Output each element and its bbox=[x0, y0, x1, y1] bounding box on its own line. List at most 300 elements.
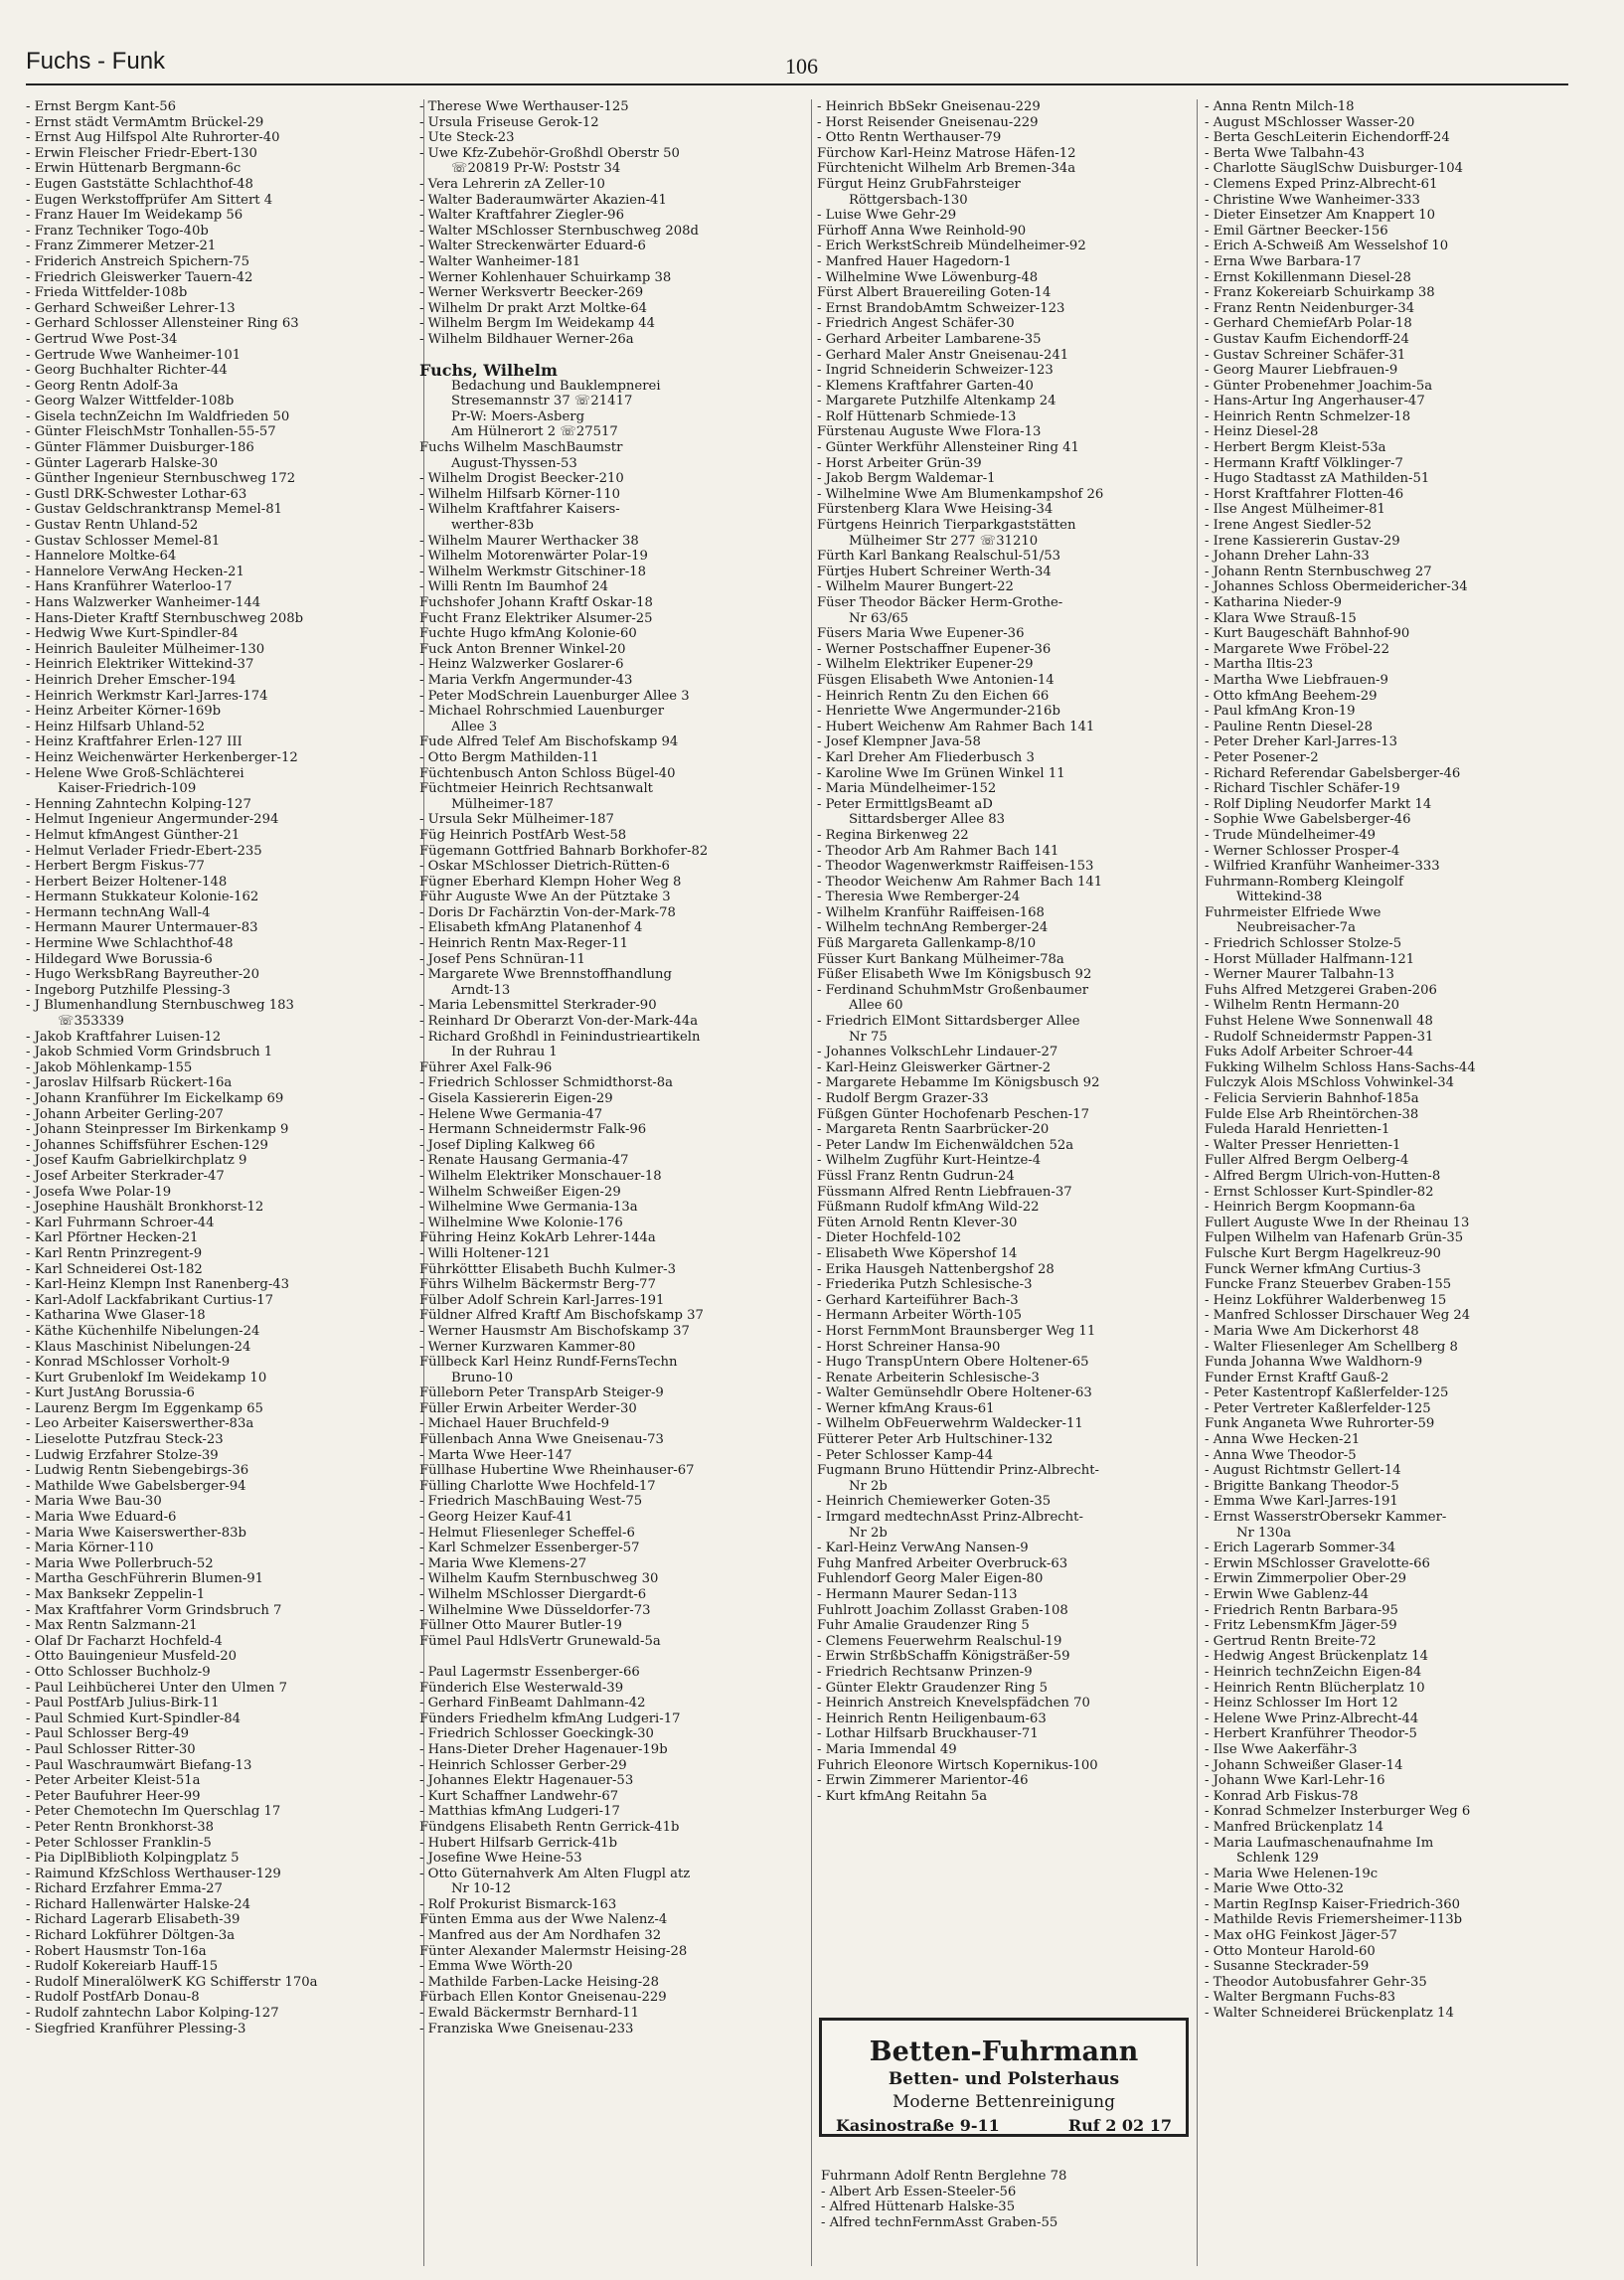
directory-entry: - Peter Vertreter Kaßlerfelder-125 bbox=[1205, 1400, 1431, 1416]
directory-entry: - Friederika Putzh Schlesische-3 bbox=[817, 1277, 1033, 1293]
directory-entry: - Peter Arbeiter Kleist-51a bbox=[26, 1773, 201, 1789]
directory-entry: Führing Heinz KokArb Lehrer-144a bbox=[419, 1230, 656, 1246]
directory-entry: - Franz Techniker Togo-40b bbox=[26, 223, 209, 239]
directory-entry: - Wilhelm technAng Remberger-24 bbox=[817, 920, 1049, 936]
directory-entry: Sittardsberger Allee 83 bbox=[849, 812, 1006, 828]
directory-entry: - Elisabeth kfmAng Platanenhof 4 bbox=[419, 920, 643, 936]
directory-entry: - Wilhelm Bergm Im Weidekamp 44 bbox=[419, 316, 655, 332]
directory-entry: - Wilhelm Drogist Beecker-210 bbox=[419, 471, 624, 487]
directory-entry: Füß Margareta Gallenkamp-8/10 bbox=[817, 936, 1037, 952]
directory-entry: - Anna Rentn Milch-18 bbox=[1205, 99, 1355, 114]
directory-entry: - Horst FernmMont Braunsberger Weg 11 bbox=[817, 1323, 1096, 1339]
directory-entry: Füser Theodor Bäcker Herm-Grothe- bbox=[817, 595, 1063, 610]
directory-entry: - Horst Kraftfahrer Flotten-46 bbox=[1205, 486, 1404, 502]
directory-entry: Fülleborn Peter TranspArb Steiger-9 bbox=[419, 1385, 664, 1401]
directory-entry: - Renate Hausang Germania-47 bbox=[419, 1153, 629, 1169]
directory-entry: Allee 60 bbox=[849, 998, 903, 1014]
directory-entry: - Erwin Wwe Gablenz-44 bbox=[1205, 1587, 1370, 1602]
directory-entry: - Wilhelm Schweißer Eigen-29 bbox=[419, 1184, 621, 1200]
directory-entry: - Ferdinand SchuhmMstr Großenbaumer bbox=[817, 982, 1089, 998]
directory-entry: - Max Banksekr Zeppelin-1 bbox=[26, 1587, 206, 1602]
directory-entry: - Wilfried Kranführ Wanheimer-333 bbox=[1205, 859, 1440, 875]
directory-entry: - Hugo WerksbRang Bayreuther-20 bbox=[26, 967, 259, 983]
directory-entry: - Paul Schlosser Berg-49 bbox=[26, 1726, 190, 1742]
directory-entry: - Peter Landw Im Eichenwäldchen 52a bbox=[817, 1137, 1074, 1153]
directory-entry: Bruno-10 bbox=[451, 1370, 514, 1385]
directory-entry: - Käthe Küchenhilfe Nibelungen-24 bbox=[26, 1323, 260, 1339]
directory-entry: - Brigitte Bankang Theodor-5 bbox=[1205, 1478, 1399, 1494]
directory-entry: - Hugo Stadtasst zA Mathilden-51 bbox=[1205, 471, 1430, 487]
directory-entry: - Marta Wwe Heer-147 bbox=[419, 1447, 572, 1463]
directory-entry: Fürstenberg Klara Wwe Heising-34 bbox=[817, 502, 1054, 518]
directory-entry: - Anna Wwe Theodor-5 bbox=[1205, 1447, 1357, 1463]
directory-entry: - Hubert Weichenw Am Rahmer Bach 141 bbox=[817, 719, 1095, 734]
directory-entry: - Otto Rentn Werthauser-79 bbox=[817, 130, 1002, 146]
directory-entry: - Katharina Nieder-9 bbox=[1205, 595, 1343, 610]
directory-entry: - Peter ModSchrein Lauenburger Allee 3 bbox=[419, 688, 690, 704]
directory-entry: - Johannes VolkschLehr Lindauer-27 bbox=[817, 1045, 1058, 1060]
directory-entry: - Gustav Schreiner Schäfer-31 bbox=[1205, 347, 1406, 363]
directory-entry: - Helmut Ingenieur Angermunder-294 bbox=[26, 812, 279, 828]
directory-entry: - Ingeborg Putzhilfe Plessing-3 bbox=[26, 982, 231, 998]
directory-entry: - Martin RegInsp Kaiser-Friedrich-360 bbox=[1205, 1896, 1461, 1912]
directory-entry: - Hermann Kraftf Völklinger-7 bbox=[1205, 455, 1403, 471]
directory-entry: - Herbert Kranführer Theodor-5 bbox=[1205, 1726, 1417, 1742]
directory-entry: - Friedrich Schlosser Stolze-5 bbox=[1205, 936, 1402, 952]
directory-entry: - Richard Erzfahrer Emma-27 bbox=[26, 1881, 223, 1897]
directory-entry: Führköttter Elisabeth Buchh Kulmer-3 bbox=[419, 1261, 676, 1277]
directory-entry: - Anna Wwe Hecken-21 bbox=[1205, 1432, 1361, 1448]
directory-entry: - Felicia Servierin Bahnhof-185a bbox=[1205, 1091, 1419, 1106]
directory-entry: - Friedrich Schlosser Schmidthorst-8a bbox=[419, 1075, 673, 1091]
directory-entry: - Karl-Adolf Lackfabrikant Curtius-17 bbox=[26, 1292, 273, 1308]
directory-entry: Kaiser-Friedrich-109 bbox=[58, 781, 197, 797]
ad-tagline: Moderne Bettenreinigung bbox=[892, 2092, 1116, 2112]
directory-entry: - Gertrud Wwe Post-34 bbox=[26, 331, 178, 347]
directory-entry: - Maria Lebensmittel Sterkrader-90 bbox=[419, 998, 657, 1014]
directory-entry: - Regina Birkenweg 22 bbox=[817, 827, 969, 843]
directory-entry: Fünter Alexander Malermstr Heising-28 bbox=[419, 1943, 688, 1959]
directory-entry: - Hermann Schneidermstr Falk-96 bbox=[419, 1122, 647, 1138]
directory-entry: - Karl-Heinz Klempn Inst Ranenberg-43 bbox=[26, 1277, 290, 1293]
directory-entry: - Alfred technFernmAsst Graben-55 bbox=[821, 2214, 1058, 2230]
directory-entry: Fuchshofer Johann Kraftf Oskar-18 bbox=[419, 595, 653, 610]
ad-phone: Ruf 2 02 17 bbox=[1067, 2116, 1172, 2135]
directory-entry: - Klaus Maschinist Nibelungen-24 bbox=[26, 1339, 251, 1355]
directory-entry: - Josefine Wwe Heine-53 bbox=[419, 1851, 582, 1867]
directory-entry: Stresemannstr 37 ☏21417 bbox=[451, 394, 633, 409]
directory-entry: - Gerhard Karteiführer Bach-3 bbox=[817, 1292, 1019, 1308]
directory-entry: - Johann Kranführer Im Eickelkamp 69 bbox=[26, 1091, 284, 1106]
directory-entry: Fucht Franz Elektriker Alsumer-25 bbox=[419, 610, 653, 626]
directory-entry: - Josefa Wwe Polar-19 bbox=[26, 1184, 172, 1200]
ad-name: Betten-Fuhrmann bbox=[869, 2036, 1139, 2067]
directory-entry: - Walter Presser Henrietten-1 bbox=[1205, 1137, 1401, 1153]
directory-entry: - Georg Buchhalter Richter-44 bbox=[26, 363, 228, 379]
directory-entry: - Günter Flämmer Duisburger-186 bbox=[26, 440, 254, 456]
directory-entry: - Josef Klempner Java-58 bbox=[817, 734, 981, 750]
directory-entry: Fülling Charlotte Wwe Hochfeld-17 bbox=[419, 1478, 656, 1494]
directory-entry: - Maria Wwe Bau-30 bbox=[26, 1494, 162, 1510]
directory-entry: - Maria Körner-110 bbox=[26, 1541, 154, 1556]
directory-entry: Füllbeck Karl Heinz Rundf-FernsTechn bbox=[419, 1355, 678, 1371]
directory-entry: - Erich WerkstSchreib Mündelheimer-92 bbox=[817, 239, 1086, 254]
directory-entry: - Gerhard Schweißer Lehrer-13 bbox=[26, 300, 236, 316]
directory-entry: - Hermann Arbeiter Wörth-105 bbox=[817, 1308, 1023, 1324]
directory-entry: Fuhrmeister Elfriede Wwe bbox=[1205, 904, 1381, 920]
directory-entry: - Michael Rohrschmied Lauenburger bbox=[419, 704, 664, 720]
directory-entry: - Heinrich Dreher Emscher-194 bbox=[26, 672, 237, 688]
directory-entry: - Rudolf MineralölwerK KG Schifferstr 170a bbox=[26, 1974, 318, 1990]
directory-entry: - Walter Baderaumwärter Akazien-41 bbox=[419, 192, 667, 208]
directory-entry: Füchtmeier Heinrich Rechtsanwalt bbox=[419, 781, 653, 797]
directory-entry: - Gustl DRK-Schwester Lothar-63 bbox=[26, 486, 247, 502]
directory-entry: - Hermann technAng Wall-4 bbox=[26, 904, 211, 920]
directory-entry: Füten Arnold Rentn Klever-30 bbox=[817, 1215, 1018, 1230]
directory-entry: Fukking Wilhelm Schloss Hans-Sachs-44 bbox=[1205, 1059, 1476, 1075]
directory-entry: Fürstenau Auguste Wwe Flora-13 bbox=[817, 424, 1042, 440]
directory-entry: - Johann Rentn Sternbuschweg 27 bbox=[1205, 564, 1432, 579]
directory-entry: - Maria Wwe Helenen-19c bbox=[1205, 1866, 1379, 1881]
directory-entry: - Wilhelm Dr prakt Arzt Moltke-64 bbox=[419, 300, 648, 316]
directory-entry: - Paul Leihbücherei Unter den Ulmen 7 bbox=[26, 1680, 287, 1696]
directory-entry: Fuhrmann-Romberg Kleingolf bbox=[1205, 874, 1403, 890]
directory-entry: - August MSchlosser Wasser-20 bbox=[1205, 114, 1415, 130]
directory-entry: Fürbach Ellen Kontor Gneisenau-229 bbox=[419, 1990, 667, 2006]
directory-entry: - Karl-Heinz Gleiswerker Gärtner-2 bbox=[817, 1059, 1052, 1075]
directory-entry: - Hubert Hilfsarb Gerrick-41b bbox=[419, 1835, 618, 1851]
directory-entry: - Peter Chemotechn Im Querschlag 17 bbox=[26, 1804, 281, 1820]
directory-entry: - Franziska Wwe Gneisenau-233 bbox=[419, 2021, 634, 2036]
directory-entry: - Kurt kfmAng Reitahn 5a bbox=[817, 1788, 988, 1804]
directory-entry: Fuchs Wilhelm MaschBaumstr bbox=[419, 440, 623, 456]
directory-entry: - Günter Elektr Graudenzer Ring 5 bbox=[817, 1680, 1049, 1696]
directory-entry: - Johann Arbeiter Gerling-207 bbox=[26, 1106, 224, 1122]
directory-entry: - Rudolf Kokereiarb Hauff-15 bbox=[26, 1959, 219, 1975]
ad-address: Kasinostraße 9-11 bbox=[836, 2116, 1000, 2135]
directory-entry: - Helmut Fliesenleger Scheffel-6 bbox=[419, 1525, 635, 1541]
directory-entry: - Maria Laufmaschenaufnahme Im bbox=[1205, 1835, 1434, 1851]
directory-entry: - Heinz Schlosser Im Hort 12 bbox=[1205, 1696, 1398, 1711]
directory-entry: Nr 2b bbox=[849, 1525, 888, 1541]
directory-entry: Fuhr Amalie Graudenzer Ring 5 bbox=[817, 1618, 1030, 1634]
directory-entry: - Gisela technZeichn Im Waldfrieden 50 bbox=[26, 408, 290, 424]
directory-entry: - Theodor Autobusfahrer Gehr-35 bbox=[1205, 1974, 1427, 1990]
directory-entry: - Werner Kohlenhauer Schuirkamp 38 bbox=[419, 269, 672, 285]
directory-entry: Fugmann Bruno Hüttendir Prinz-Albrecht- bbox=[817, 1463, 1100, 1479]
directory-entry: Füllhase Hubertine Wwe Rheinhauser-67 bbox=[419, 1463, 695, 1479]
directory-entry: - Hans-Artur Ing Angerhauser-47 bbox=[1205, 394, 1425, 409]
directory-entry: Führs Wilhelm Bäckermstr Berg-77 bbox=[419, 1277, 656, 1293]
directory-entry: - Klara Wwe Strauß-15 bbox=[1205, 610, 1357, 626]
directory-entry: - Heinz Diesel-28 bbox=[1205, 424, 1319, 440]
directory-entry: - Gertrud Rentn Breite-72 bbox=[1205, 1633, 1377, 1649]
directory-entry: - Pauline Rentn Diesel-28 bbox=[1205, 719, 1374, 734]
directory-entry: Fude Alfred Telef Am Bischofskamp 94 bbox=[419, 734, 679, 750]
directory-entry: - Gertrude Wwe Wanheimer-101 bbox=[26, 347, 242, 363]
directory-entry: - Karl Dreher Am Fliederbusch 3 bbox=[817, 749, 1035, 765]
directory-entry: Fündgens Elisabeth Rentn Gerrick-41b bbox=[419, 1819, 680, 1835]
directory-entry: Schlenk 129 bbox=[1236, 1851, 1319, 1867]
directory-entry: - Wilhelm Zugführ Kurt-Heintze-4 bbox=[817, 1153, 1042, 1169]
directory-entry: - Maria Mündelheimer-152 bbox=[817, 781, 997, 797]
directory-entry: - Otto Bauingenieur Musfeld-20 bbox=[26, 1649, 238, 1665]
directory-entry: - Margarete Hebamme Im Königsbusch 92 bbox=[817, 1075, 1100, 1091]
directory-entry: Führer Axel Falk-96 bbox=[419, 1059, 553, 1075]
directory-entry: - Karl Rentn Prinzregent-9 bbox=[26, 1245, 203, 1261]
directory-entry: - Wilhelm Kraftfahrer Kaisers- bbox=[419, 502, 620, 518]
directory-entry: Bedachung und Bauklempnerei bbox=[451, 378, 661, 394]
directory-entry: Fulczyk Alois MSchloss Vohwinkel-34 bbox=[1205, 1075, 1454, 1091]
directory-entry: werther-83b bbox=[451, 518, 534, 534]
directory-entry: Füchtenbusch Anton Schloss Bügel-40 bbox=[419, 765, 676, 781]
directory-entry: Fuller Alfred Bergm Oelberg-4 bbox=[1205, 1153, 1409, 1169]
directory-entry: Nr 63/65 bbox=[849, 610, 909, 626]
directory-entry: - Emil Gärtner Beecker-156 bbox=[1205, 223, 1388, 239]
directory-entry: - Gerhard ChemiefArb Polar-18 bbox=[1205, 316, 1412, 332]
directory-entry: - Helene Wwe Groß-Schlächterei bbox=[26, 765, 244, 781]
directory-entry: Fürst Albert Brauereiling Goten-14 bbox=[817, 285, 1052, 301]
directory-entry: - Hildegard Wwe Borussia-6 bbox=[26, 951, 213, 967]
directory-entry: - Erich Lagerarb Sommer-34 bbox=[1205, 1541, 1396, 1556]
directory-entry: - Ernst Aug Hilfspol Alte Ruhrorter-40 bbox=[26, 130, 280, 146]
directory-entry: Fuhrich Eleonore Wirtsch Kopernikus-100 bbox=[817, 1757, 1098, 1773]
directory-entry: Fuchs, Wilhelm bbox=[419, 363, 558, 379]
directory-entry: - Margareta Rentn Saarbrücker-20 bbox=[817, 1122, 1050, 1138]
directory-entry: - Hannelore VerwAng Hecken-21 bbox=[26, 564, 244, 579]
directory-entry: - Helmut Verlader Friedr-Ebert-235 bbox=[26, 843, 262, 859]
directory-entry: - Margarete Wwe Fröbel-22 bbox=[1205, 641, 1389, 657]
directory-entry: Fuleda Harald Henrietten-1 bbox=[1205, 1122, 1390, 1138]
directory-entry: - Gerhard Schlosser Allensteiner Ring 63 bbox=[26, 316, 299, 332]
directory-entry: Fulpen Wilhelm van Hafenarb Grün-35 bbox=[1205, 1230, 1464, 1246]
directory-entry: In der Ruhrau 1 bbox=[451, 1045, 558, 1060]
directory-entry: - Rolf Prokurist Bismarck-163 bbox=[419, 1896, 617, 1912]
directory-entry: - Erna Wwe Barbara-17 bbox=[1205, 253, 1362, 269]
directory-entry: - Christine Wwe Wanheimer-333 bbox=[1205, 192, 1420, 208]
directory-entry: - Johann Schweißer Glaser-14 bbox=[1205, 1757, 1403, 1773]
directory-entry: - Hans Walzwerker Wanheimer-144 bbox=[26, 595, 261, 610]
directory-entry: - Walter Fliesenleger Am Schellberg 8 bbox=[1205, 1339, 1458, 1355]
directory-entry: - Günther Ingenieur Sternbuschweg 172 bbox=[26, 471, 296, 487]
directory-entry: - Theodor Wagenwerkmstr Raiffeisen-153 bbox=[817, 859, 1094, 875]
directory-entry: - Günter Werkführ Allensteiner Ring 41 bbox=[817, 440, 1079, 456]
directory-entry: - Kurt Schaffner Landwehr-67 bbox=[419, 1788, 619, 1804]
directory-entry: - Heinrich Schlosser Gerber-29 bbox=[419, 1757, 627, 1773]
directory-entry: - Paul PostfArb Julius-Birk-11 bbox=[26, 1696, 220, 1711]
directory-entry: - Wilhelm ObFeuerwehrm Waldecker-11 bbox=[817, 1416, 1083, 1432]
directory-entry: Fürchow Karl-Heinz Matrose Häfen-12 bbox=[817, 145, 1076, 161]
directory-entry: - Alfred Bergm Ulrich-von-Hutten-8 bbox=[1205, 1168, 1441, 1184]
directory-entry: - Josef Dipling Kalkweg 66 bbox=[419, 1137, 595, 1153]
directory-entry: - Therese Wwe Werthauser-125 bbox=[419, 99, 629, 114]
directory-entry: - Fritz LebensmKfm Jäger-59 bbox=[1205, 1618, 1397, 1634]
directory-entry: - Mathilde Farben-Lacke Heising-28 bbox=[419, 1974, 659, 1990]
directory-entry: - Josef Arbeiter Sterkrader-47 bbox=[26, 1168, 225, 1184]
directory-entry: Funder Ernst Kraftf Gauß-2 bbox=[1205, 1370, 1389, 1385]
directory-entry: - Karl-Heinz VerwAng Nansen-9 bbox=[817, 1541, 1029, 1556]
directory-entry: - Susanne Steckrader-59 bbox=[1205, 1959, 1370, 1975]
directory-entry: - Hans-Dieter Kraftf Sternbuschweg 208b bbox=[26, 610, 304, 626]
directory-entry: Funk Anganeta Wwe Ruhrorter-59 bbox=[1205, 1416, 1435, 1432]
running-title: Fuchs - Funk bbox=[26, 48, 166, 75]
directory-entry: - Jakob Kraftfahrer Luisen-12 bbox=[26, 1029, 222, 1045]
directory-entry: - Rudolf Schneidermstr Pappen-31 bbox=[1205, 1029, 1434, 1045]
directory-entry: - Richard Lagerarb Elisabeth-39 bbox=[26, 1912, 241, 1928]
directory-entry: Fülber Adolf Schrein Karl-Jarres-191 bbox=[419, 1292, 665, 1308]
directory-entry: - Margarete Putzhilfe Altenkamp 24 bbox=[817, 394, 1056, 409]
directory-entry: - Johann Wwe Karl-Lehr-16 bbox=[1205, 1773, 1385, 1789]
directory-entry: - Gerhard FinBeamt Dahlmann-42 bbox=[419, 1696, 646, 1711]
directory-entry: - Wilhelm Bildhauer Werner-26a bbox=[419, 331, 634, 347]
directory-entry: - Paul Schmied Kurt-Spindler-84 bbox=[26, 1710, 242, 1726]
directory-entry: - Johannes Schloss Obermeidericher-34 bbox=[1205, 579, 1468, 595]
directory-entry: - Renate Arbeiterin Schlesische-3 bbox=[817, 1370, 1040, 1385]
directory-entry: - Erwin Zimmerer Marientor-46 bbox=[817, 1773, 1029, 1789]
directory-entry: - Maria Immendal 49 bbox=[817, 1741, 957, 1757]
directory-entry: - Heinrich Anstreich Knevelspfädchen 70 bbox=[817, 1696, 1090, 1711]
ad-contact bbox=[822, 2116, 1186, 2135]
directory-entry: - Richard Hallenwärter Halske-24 bbox=[26, 1896, 251, 1912]
directory-entry: - Heinrich Rentn Blücherplatz 10 bbox=[1205, 1680, 1425, 1696]
directory-entry: Füsers Maria Wwe Eupener-36 bbox=[817, 626, 1025, 642]
directory-entry: - Wilhelm Kaufm Sternbuschweg 30 bbox=[419, 1571, 659, 1587]
directory-entry: - Werner Kurzwaren Kammer-80 bbox=[419, 1339, 636, 1355]
directory-entry: - Günter Lagerarb Halske-30 bbox=[26, 455, 219, 471]
directory-entry: - Paul Lagermstr Essenberger-66 bbox=[419, 1664, 640, 1680]
directory-entry: Fünders Friedhelm kfmAng Ludgeri-17 bbox=[419, 1710, 681, 1726]
directory-entry: Füller Erwin Arbeiter Werder-30 bbox=[419, 1400, 637, 1416]
directory-entry: - Wilhelm Hilfsarb Körner-110 bbox=[419, 486, 620, 502]
directory-entry: - Jakob Schmied Vorm Grindsbruch 1 bbox=[26, 1045, 273, 1060]
directory-entry: - Gisela Kassiererin Eigen-29 bbox=[419, 1091, 613, 1106]
directory-entry: - Heinz Kraftfahrer Erlen-127 III bbox=[26, 734, 243, 750]
directory-entry: - Jakob Bergm Waldemar-1 bbox=[817, 471, 996, 487]
directory-entry: - Walter Wanheimer-181 bbox=[419, 253, 581, 269]
directory-entry: - Heinrich technZeichn Eigen-84 bbox=[1205, 1664, 1422, 1680]
directory-entry: - Heinrich Elektriker Wittekind-37 bbox=[26, 657, 254, 673]
directory-entry: - Ernst Kokillenmann Diesel-28 bbox=[1205, 269, 1411, 285]
directory-column-2 bbox=[419, 99, 807, 2266]
directory-entry: - Karl Pförtner Hecken-21 bbox=[26, 1230, 199, 1246]
directory-entry: Fuhrmann Adolf Rentn Berglehne 78 bbox=[821, 2169, 1067, 2184]
directory-entry: - Hannelore Moltke-64 bbox=[26, 549, 177, 565]
directory-entry: Funda Johanna Wwe Waldhorn-9 bbox=[1205, 1355, 1423, 1371]
directory-entry: - Heinrich Bergm Koopmann-6a bbox=[1205, 1200, 1416, 1216]
directory-entry: - Heinrich Rentn Schmelzer-18 bbox=[1205, 408, 1411, 424]
directory-entry: - Hugo TranspUntern Obere Holtener-65 bbox=[817, 1355, 1089, 1371]
directory-entry: - Werner kfmAng Kraus-61 bbox=[817, 1400, 995, 1416]
directory-entry: - Konrad Arb Fiskus-78 bbox=[1205, 1788, 1359, 1804]
directory-entry: Fulde Else Arb Rheintörchen-38 bbox=[1205, 1106, 1419, 1122]
directory-entry: - Martha Iltis-23 bbox=[1205, 657, 1314, 673]
directory-entry bbox=[419, 348, 807, 364]
directory-entry: Fuhlrott Joachim Zollasst Graben-108 bbox=[817, 1602, 1068, 1618]
directory-entry: - Irene Kassiererin Gustav-29 bbox=[1205, 533, 1400, 549]
directory-entry: - Konrad Schmelzer Insterburger Weg 6 bbox=[1205, 1804, 1471, 1820]
directory-entry: - Trude Mündelheimer-49 bbox=[1205, 827, 1376, 843]
entries-after-ad bbox=[821, 2169, 1189, 2230]
directory-entry: - Wilhelm Werkmstr Gitschiner-18 bbox=[419, 564, 647, 579]
directory-entry: - Georg Walzer Wittfelder-108b bbox=[26, 394, 235, 409]
directory-entry: - Erika Hausgeh Nattenbergshof 28 bbox=[817, 1261, 1055, 1277]
directory-entry: Füsgen Elisabeth Wwe Antonien-14 bbox=[817, 672, 1055, 688]
directory-entry: - Heinrich Bauleiter Mülheimer-130 bbox=[26, 641, 265, 657]
directory-entry: - Herbert Bergm Kleist-53a bbox=[1205, 440, 1386, 456]
directory-entry: - Wilhelmine Wwe Löwenburg-48 bbox=[817, 269, 1039, 285]
directory-entry: - Mathilde Wwe Gabelsberger-94 bbox=[26, 1478, 246, 1494]
directory-entry: - Friedrich Rentn Barbara-95 bbox=[1205, 1602, 1398, 1618]
directory-entry: - Erwin StrßbSchaffn Königsträßer-59 bbox=[817, 1649, 1070, 1665]
directory-entry: Füßmann Rudolf kfmAng Wild-22 bbox=[817, 1200, 1040, 1216]
directory-column-1 bbox=[26, 99, 421, 2266]
directory-entry: - Peter Kastentropf Kaßlerfelder-125 bbox=[1205, 1385, 1449, 1401]
directory-entry: - Heinrich Rentn Zu den Eichen 66 bbox=[817, 688, 1050, 704]
directory-entry: - Hedwig Angest Brückenplatz 14 bbox=[1205, 1649, 1428, 1665]
directory-entry: - Margarete Wwe Brennstoffhandlung bbox=[419, 967, 672, 983]
directory-entry: - Rudolf Bergm Grazer-33 bbox=[817, 1091, 989, 1106]
directory-entry: - Richard Tischler Schäfer-19 bbox=[1205, 781, 1400, 797]
directory-entry: - Johannes Elektr Hagenauer-53 bbox=[419, 1773, 634, 1789]
directory-entry: - Klemens Kraftfahrer Garten-40 bbox=[817, 378, 1034, 394]
directory-entry: - Josef Kaufm Gabrielkirchplatz 9 bbox=[26, 1153, 247, 1169]
directory-entry: - Otto Monteur Harold-60 bbox=[1205, 1943, 1376, 1959]
directory-entry: - Franz Zimmerer Metzer-21 bbox=[26, 239, 217, 254]
directory-entry: Fuhlendorf Georg Maler Eigen-80 bbox=[817, 1571, 1044, 1587]
directory-entry: Füssl Franz Rentn Gudrun-24 bbox=[817, 1168, 1015, 1184]
directory-entry: - Friedrich Gleiswerker Tauern-42 bbox=[26, 269, 253, 285]
directory-entry: - Erwin Zimmerpolier Ober-29 bbox=[1205, 1571, 1406, 1587]
directory-entry: Nr 2b bbox=[849, 1478, 888, 1494]
directory-entry: Füllner Otto Maurer Butler-19 bbox=[419, 1618, 622, 1634]
directory-entry: - Albert Arb Essen-Steeler-56 bbox=[821, 2184, 1017, 2199]
directory-entry: Fürgut Heinz GrubFahrsteiger bbox=[817, 176, 1021, 192]
directory-entry: - Ilse Angest Mülheimer-81 bbox=[1205, 502, 1385, 518]
directory-entry: - Wilhelmine Wwe Kolonie-176 bbox=[419, 1215, 623, 1230]
directory-entry: - Josephine Haushält Bronkhorst-12 bbox=[26, 1200, 264, 1216]
directory-entry: - Pia DiplBiblioth Kolpingplatz 5 bbox=[26, 1851, 240, 1867]
directory-entry: - Reinhard Dr Oberarzt Von-der-Mark-44a bbox=[419, 1014, 699, 1030]
directory-entry: - Wilhelm MSchlosser Diergardt-6 bbox=[419, 1587, 647, 1602]
directory-entry: Füsser Kurt Bankang Mülheimer-78a bbox=[817, 951, 1064, 967]
directory-entry: - Doris Dr Fachärztin Von-der-Mark-78 bbox=[419, 904, 676, 920]
directory-entry: Mülheimer Str 277 ☏31210 bbox=[849, 533, 1039, 549]
page-header bbox=[26, 44, 1568, 83]
directory-entry: - Heinrich Werkmstr Karl-Jarres-174 bbox=[26, 688, 268, 704]
directory-entry: Fügner Eberhard Klempn Hoher Weg 8 bbox=[419, 874, 682, 890]
directory-entry: Pr-W: Moers-Asberg bbox=[451, 408, 585, 424]
directory-entry: - Erich A-Schweiß Am Wesselshof 10 bbox=[1205, 239, 1449, 254]
directory-entry: Funck Werner kfmAng Curtius-3 bbox=[1205, 1261, 1421, 1277]
directory-columns bbox=[26, 99, 1576, 2266]
directory-entry: - Clemens Exped Prinz-Albrecht-61 bbox=[1205, 176, 1438, 192]
directory-entry: - Kurt Baugeschäft Bahnhof-90 bbox=[1205, 626, 1410, 642]
directory-entry: - Emma Wwe Wörth-20 bbox=[419, 1959, 573, 1975]
directory-entry: - Irmgard medtechnAsst Prinz-Albrecht- bbox=[817, 1510, 1083, 1526]
directory-entry: - Heinrich Rentn Max-Reger-11 bbox=[419, 936, 629, 952]
directory-entry: - Otto Schlosser Buchholz-9 bbox=[26, 1664, 211, 1680]
directory-entry: Funcke Franz Steuerbev Graben-155 bbox=[1205, 1277, 1452, 1293]
directory-entry: - Wilhelm Elektriker Eupener-29 bbox=[817, 657, 1034, 673]
directory-entry: August-Thyssen-53 bbox=[451, 455, 577, 471]
directory-entry: - Johann Steinpresser Im Birkenkamp 9 bbox=[26, 1122, 289, 1138]
directory-entry: - Helmut kfmAngest Günther-21 bbox=[26, 827, 241, 843]
directory-entry: Fulsche Kurt Bergm Hagelkreuz-90 bbox=[1205, 1245, 1441, 1261]
directory-entry: - Wilhelm Maurer Werthacker 38 bbox=[419, 533, 639, 549]
directory-entry: - Werner Werksvertr Beecker-269 bbox=[419, 285, 644, 301]
directory-entry: Röttgersbach-130 bbox=[849, 192, 968, 208]
directory-entry: - Heinrich Chemiewerker Goten-35 bbox=[817, 1494, 1052, 1510]
